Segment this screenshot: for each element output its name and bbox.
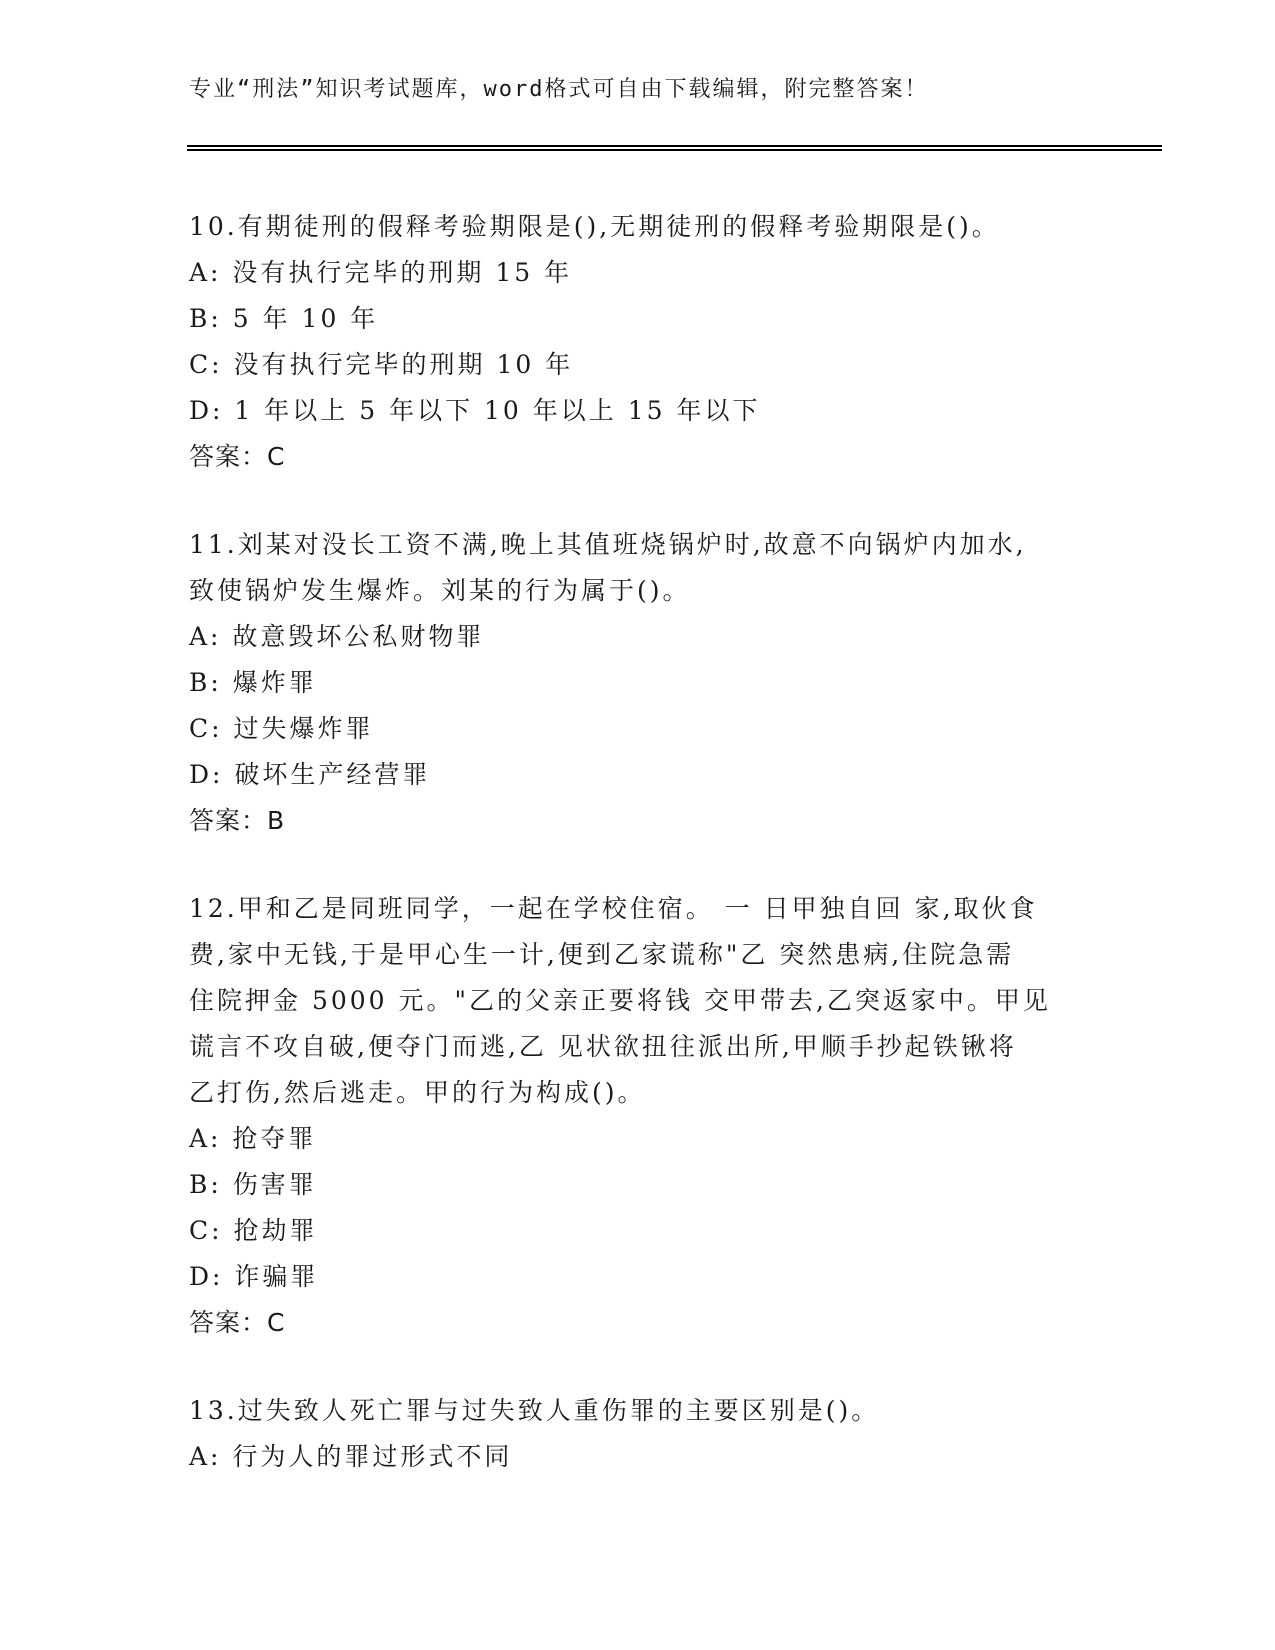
question-11 xyxy=(189,522,1129,844)
option-c: C: 抢劫罪 xyxy=(189,1216,318,1245)
option-a: A: 故意毁坏公私财物罪 xyxy=(189,622,485,651)
question-stem: 10.有期徒刑的假释考验期限是(),无期徒刑的假释考验期限是()。 xyxy=(189,212,1000,241)
answer: 答案：C xyxy=(189,442,286,471)
question-stem: 费,家中无钱,于是甲心生一计,便到乙家谎称"乙 突然患病,住院急需 xyxy=(189,940,1015,969)
header-rule-top xyxy=(187,145,1162,147)
header-rule-bottom xyxy=(187,149,1162,151)
question-stem: 13.过失致人死亡罪与过失致人重伤罪的主要区别是()。 xyxy=(189,1396,880,1425)
document-header: 专业“刑法”知识考试题库，word格式可自由下载编辑，附完整答案！ xyxy=(189,77,929,102)
option-b: B: 伤害罪 xyxy=(189,1170,317,1199)
option-a: A: 没有执行完毕的刑期 15 年 xyxy=(189,258,573,287)
question-stem: 乙打伤,然后逃走。甲的行为构成()。 xyxy=(189,1078,646,1107)
question-stem: 谎言不攻自破,便夺门而逃,乙 见状欲扭往派出所,甲顺手抄起铁锹将 xyxy=(189,1032,1017,1061)
option-b: B: 5 年 10 年 xyxy=(189,304,379,333)
answer: 答案：B xyxy=(189,806,286,835)
question-stem: 11.刘某对没长工资不满,晚上其值班烧锅炉时,故意不向锅炉内加水, xyxy=(189,530,1027,559)
option-d: D: 诈骗罪 xyxy=(189,1262,319,1291)
option-a: A: 行为人的罪过形式不同 xyxy=(189,1442,513,1471)
option-a: A: 抢夺罪 xyxy=(189,1124,317,1153)
question-stem: 12.甲和乙是同班同学，一起在学校住宿。 一 日甲独自回 家,取伙食 xyxy=(189,894,1038,923)
question-13 xyxy=(189,1388,1129,1480)
option-c: C: 过失爆炸罪 xyxy=(189,714,374,743)
option-b: B: 爆炸罪 xyxy=(189,668,317,697)
option-d: D: 破坏生产经营罪 xyxy=(189,760,431,789)
answer: 答案：C xyxy=(189,1308,286,1337)
question-stem: 住院押金 5000 元。"乙的父亲正要将钱 交甲带去,乙突返家中。甲见 xyxy=(189,986,1051,1015)
option-d: D: 1 年以上 5 年以下 10 年以上 15 年以下 xyxy=(189,396,761,425)
option-c: C: 没有执行完毕的刑期 10 年 xyxy=(189,350,574,379)
question-10 xyxy=(189,204,1129,480)
question-12 xyxy=(189,886,1129,1346)
question-list xyxy=(189,204,1129,1522)
question-stem: 致使锅炉发生爆炸。刘某的行为属于()。 xyxy=(189,576,691,605)
